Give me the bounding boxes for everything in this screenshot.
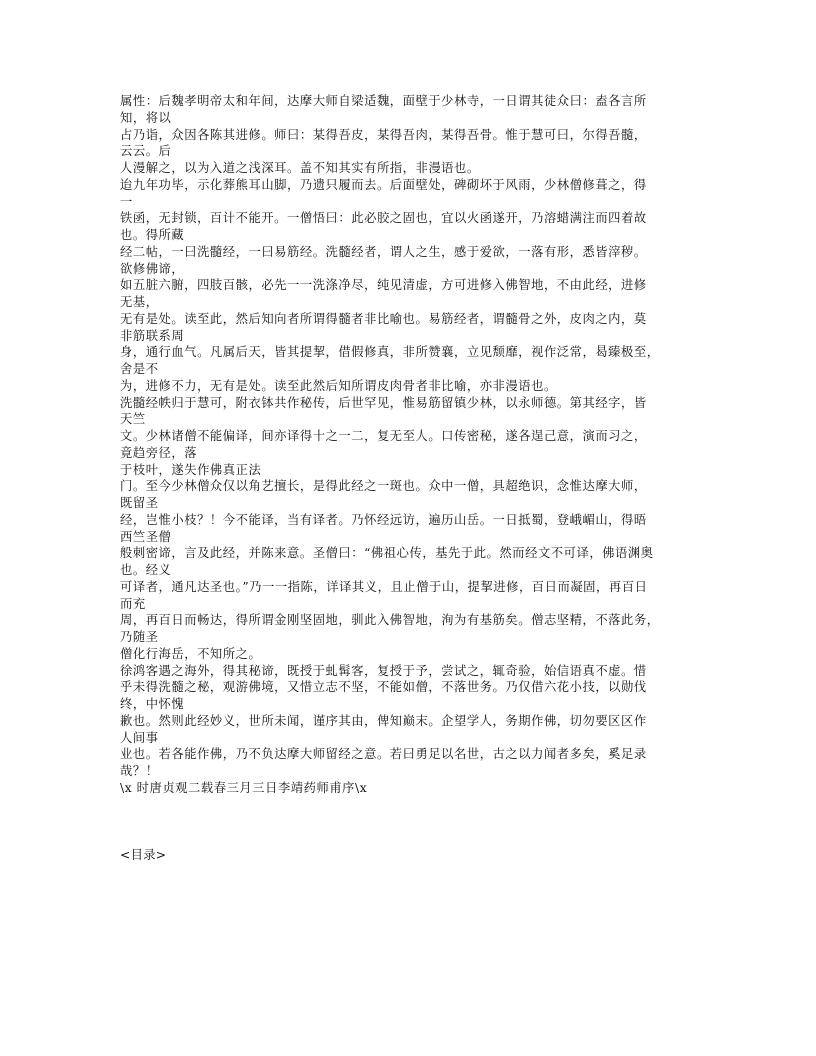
text-line: 迨九年功毕，示化葬熊耳山脚，乃遗只履而去。后面壁处，碑砌坏于风雨，少林僧修葺之，得 xyxy=(120,177,647,192)
document-page xyxy=(120,93,698,863)
text-line: 竟趋旁径，落 xyxy=(120,445,198,460)
text-line: 西竺圣僧 xyxy=(120,529,172,544)
text-line: 云云。后 xyxy=(120,144,172,159)
text-line: 般刺密谛，言及此经，并陈来意。圣僧曰：“佛祖心传，基先于此。然而经文不可译，佛语渊奥 xyxy=(120,546,654,561)
text-line: 知，将以 xyxy=(120,110,172,125)
text-line: 于枝叶，遂失作佛真正法 xyxy=(120,462,262,477)
text-line: 哉？！ xyxy=(120,764,159,778)
text-line: 而充 xyxy=(120,596,146,611)
text-line: 周，再百日而畅达，得所谓金刚坚固地，驯此入佛智地，洵为有基筋矣。僧志坚精，不落此务， xyxy=(120,613,660,628)
text-line: 僧化行海岳，不知所之。 xyxy=(120,646,262,661)
text-line: 乃随圣 xyxy=(120,630,159,644)
spacer xyxy=(120,797,698,847)
text-line: 天竺 xyxy=(120,412,146,427)
text-line: 既留圣 xyxy=(120,496,159,510)
text-line: 也。得所藏 xyxy=(120,228,185,242)
text-line: 人间事 xyxy=(120,730,159,745)
text-line: 舍是不 xyxy=(120,362,159,376)
text-line: 为，进修不力，无有是处。读至此然后知所谓皮肉骨者非比喻，亦非漫语也。 xyxy=(120,378,557,393)
text-line: 欲修佛谛， xyxy=(120,261,185,276)
text-line: 无有是处。读至此，然后知向者所谓得髓者非比喻也。易筋经者，谓髓骨之外，皮肉之内，莫 xyxy=(120,311,647,326)
text-line: 业也。若各能作佛，乃不负达摩大师留经之意。若曰勇足以名世，古之以力闻者多矣，奚足录 xyxy=(120,747,647,762)
text-line: 歉也。然则此经妙义，世所未闻，谨序其由，俾知巅末。企望学人，务期作佛，切勿要区区作 xyxy=(120,713,647,728)
text-line: 洗髓经帙归于慧可，附衣钵共作秘传，后世罕见，惟易筋留镇少林，以永师德。第其经字，皆 xyxy=(120,395,647,410)
text-line: 如五脏六腑，四肢百骸，必先一一洗涤净尽，纯见清虚，方可进修入佛智地，不由此经，进修 xyxy=(120,278,647,293)
text-line: 属性：后魏孝明帝太和年间，达摩大师自梁适魏，面壁于少林寺，一日谓其徒众曰：盍各言所 xyxy=(120,94,647,108)
text-line: 非筋联系周 xyxy=(120,328,185,343)
text-line: 终，中怀愧 xyxy=(120,697,185,711)
text-line: 可译者，通凡达圣也。”乃一一指陈，详译其义，且止僧于山，提挈进修，百日而凝固，再百日 xyxy=(120,579,648,594)
text-line: 经二帖，一曰洗髓经，一曰易筋经。洗髓经者，谓人之生，感于爱欲，一落有形，悉皆滓秽。 xyxy=(120,244,647,259)
text-line: 人漫解之，以为入道之浅深耳。盖不知其实有所指，非漫语也。 xyxy=(120,161,480,175)
text-line: 乎未得洗髓之秘，观游佛境，又惜立志不坚，不能如僧，不落世务。乃仅借六花小技，以勋伐 xyxy=(120,680,647,695)
text-line: 占乃诣，众因各陈其进修。师曰：某得吾皮，某得吾肉，某得吾骨。惟于慧可曰，尔得吾髓， xyxy=(120,127,647,142)
text-line: 铁函，无封锁，百计不能开。一僧悟曰：此必胶之固也，宜以火函遂开，乃溶蜡满注而四着故 xyxy=(120,211,647,226)
text-line: 经，岂惟小枝？！今不能译，当有译者。乃怀经远访，遍历山岳。一日抵蜀，登峨嵋山，得晤 xyxy=(120,512,647,527)
text-line: 无基， xyxy=(120,295,159,309)
text-line: 身，通行血气。凡属后天，皆其提挈，借假修真，非所赞襄，立见颓靡，视作泛常，曷臻极至， xyxy=(120,345,660,360)
text-line: 一 xyxy=(120,194,133,209)
signature-line: \x 时唐贞观二载春三月三日李靖药师甫序\x xyxy=(120,780,368,795)
text-line: 徐鸿客遇之海外，得其秘谛，既授于虬髯客，复授于予，尝试之，辄奇验，始信语真不虚。惜 xyxy=(120,663,647,678)
text-line: 也。经义 xyxy=(120,563,172,577)
text-line: 门。至今少林僧众仅以角艺擅长，是得此经之一斑也。众中一僧，具超绝识，念惟达摩大师， xyxy=(120,479,647,494)
text-line: 文。少林诸僧不能偏译，间亦译得十之一二，复无至人。口传密秘，遂各逞己意，演而习之， xyxy=(120,429,647,443)
table-of-contents-link[interactable]: <目录> xyxy=(120,847,167,862)
